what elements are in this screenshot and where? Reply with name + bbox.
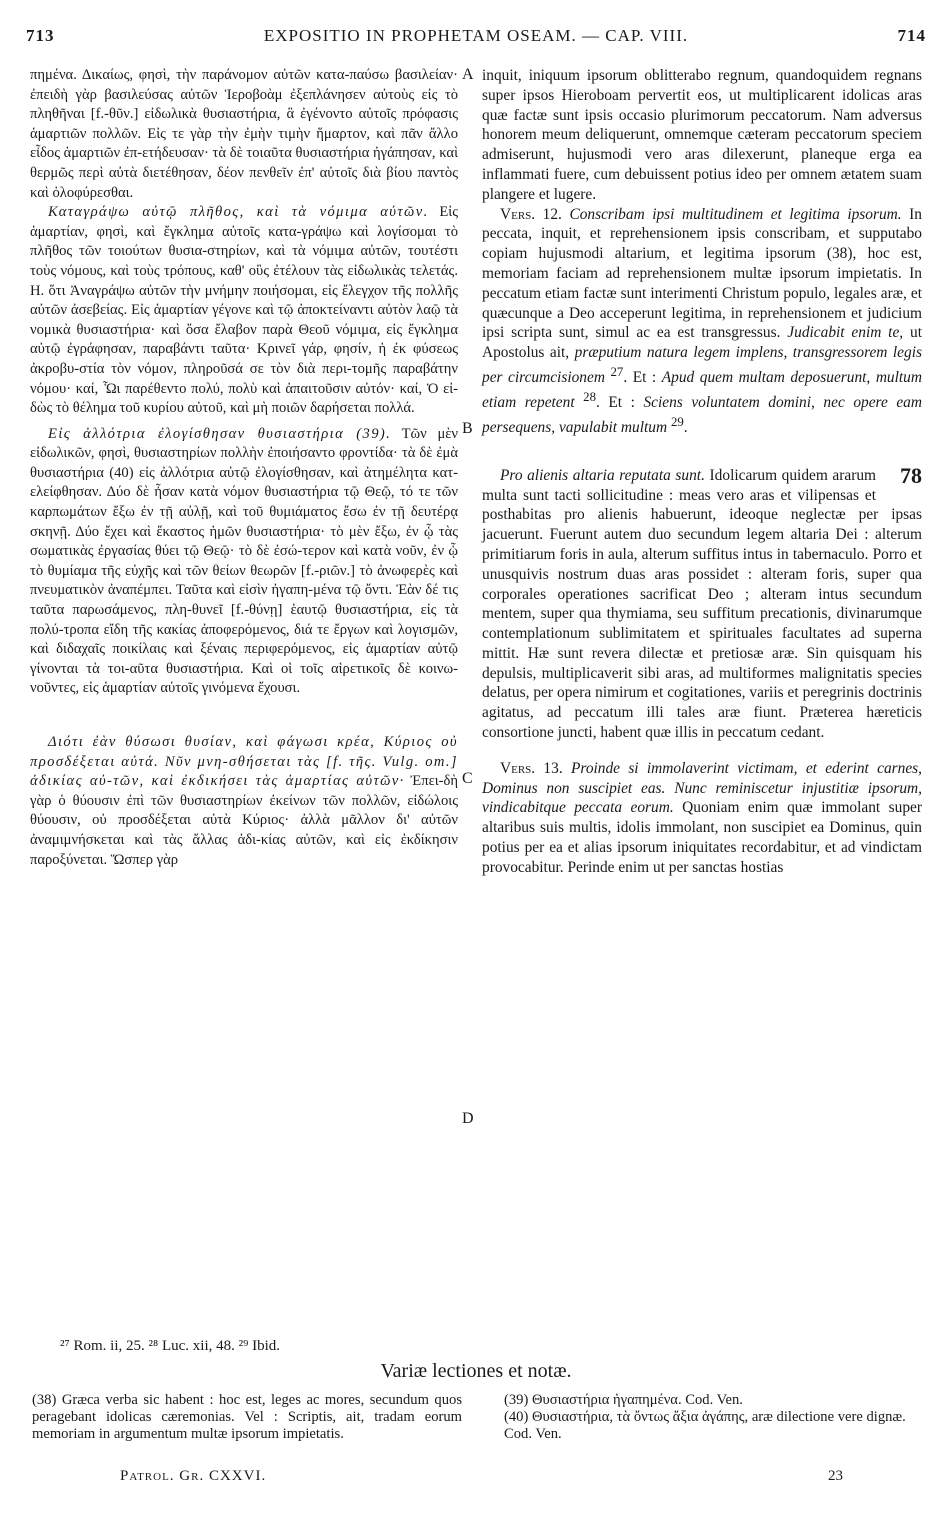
- column-number-78: 78: [900, 462, 922, 488]
- latin-quote-1: Judicabit enim te,: [787, 324, 904, 342]
- verse-label-12: Vers. 12.: [500, 205, 562, 223]
- footnote-ref-27: 27: [610, 364, 624, 379]
- note-38: (38) Græca verba sic habent : hoc est, leges ac mores, secundum quos peragebant idolicas cæremonias. Vel : Scriptis, ait, tradam eorum memoriam in argumentum multæ ipsorum impietatis.: [32, 1392, 462, 1442]
- latin-lemma-3: Pro alienis altaria reputata sunt.: [500, 466, 705, 484]
- patrologia-signature: Patrol. Gr. CXXVI.: [120, 1468, 267, 1484]
- page-number-left: 713: [26, 26, 55, 45]
- greek-paragraph-2: [30, 203, 458, 419]
- greek-lemma-3: Εἰς ἀλλότρια ἐλογίσθησαν θυσιαστήρια (39).: [48, 425, 392, 442]
- note-39: (39) Θυσιαστήρια ἠγαπημένα. Cod. Ven.: [504, 1392, 743, 1408]
- latin-quote-2: præputium natura legem implens, transgressorem legis per circumcisionem: [482, 344, 922, 387]
- sheet-number: 23: [828, 1468, 843, 1484]
- footnote-ref-28: 28: [583, 389, 596, 404]
- margin-letter-c: C: [462, 770, 473, 787]
- latin-text-2d: . Et :: [596, 394, 635, 411]
- latin-paragraph-4: [482, 759, 922, 878]
- margin-letter-b: B: [462, 420, 473, 437]
- margin-letter-d: D: [462, 1110, 474, 1127]
- latin-text-2b: ut Apostolus ait,: [482, 324, 922, 362]
- notes-title: Variæ lectiones et notæ.: [380, 1360, 572, 1382]
- greek-paragraph-4: [30, 733, 458, 870]
- latin-paragraph-3: [482, 462, 922, 743]
- latin-paragraph-1: inquit, iniquum ipsorum oblitterabo regnum, quandoquidem regnans super ipsos Hieroboam pervertit eos, ut multiplicarent idolicas aras quæ factæ sunt ipsis occasio plurimorum peccatorum. Nam adversus honorem meum deliquerunt, omnemque cæteram peccatorum speciem admiserunt, hujusmodi vero aras dilexerunt, planeque erga ea inflammati fuere, cum debuissent potius ideo per omnem ætatem suam plangere et lugere.: [482, 67, 922, 203]
- latin-text-3: Idolicarum quidem ararum multa sunt tacti sollicitudine : meas vero aras et vilipensas et posthabitas pro alienis habuerunt, ideoque neglectæ per ipsas jacuerunt. Fuerunt autem duo secundum legem altaria Dei : alterum primitiarum foris in aula, alterum suffitus intus in tabernaculo. Porro et unusquivis nostrum duas aras possidet : alteram foris, super qua corporales operationes sacrificat Deo ; alteram intus secundum mentem, super qua thymiama, seu suffitum precationis, divinarumque contemplationum sublimitatem et spirituales facultates ad superna mittit. Hæ sunt revera dilectæ et pretiosæ aræ. Sin quisquam his depulsis, multiplicaverit sibi aras, ad multiformes malignitatis species delatus, per opera nimirum et cogitationes, variis et peregrinis doctrinis agitatus, ad peccatum illi tales aræ fiunt. Præterea hæreticis consortione juncti, habent quæ illis in peccatum cedant.: [482, 466, 922, 742]
- notes-right: [504, 1392, 924, 1443]
- latin-text-2c: . Et :: [623, 369, 657, 387]
- latin-text-2a: In peccata, inquit, et reprehensionem ipsis conscribam, et supputabo copiam hujusmodi altarium, et legitima ipsorum (38), hoc est, memoriam faciam ad reprehensionem multæ ipsorum impietatis. In peccatum etiam factæ sunt interimenti Christum populo, legales aræ, et quæcunque a Deo acceperunt legitima, in reprehensionem et judicium ipsi scripta sunt, simul ac ea est transgressus.: [482, 205, 922, 342]
- latin-text-4: Quoniam enim quæ immolant super altaribus suis multis, idolis immolant, non suscipiet ea Dominus, quin potius per ea et alias ipsorum iniquitates recordabitur, et ad vindictam provocabitur. Perinde enim ut per sanctas hostias: [482, 799, 922, 876]
- latin-lemma-2: Conscribam ipsi multitudinem et legitima ipsorum.: [569, 205, 902, 223]
- greek-text-3: Τῶν μὲν εἰδωλικῶν, φησὶ, θυσιαστηρίων πολλὴν ἐποιήσαντο φροντίδα· τὰ δὲ ἐμὰ θυσιαστήρια (40) εἰς ἀλλότρια αὐτῷ ἐλογίσθησαν, καὶ ἀτημέλητα κατ-ελείφθησαν. Δύο δὲ ἦσαν κατὰ νόμον θυσιαστήρια τῷ Θεῷ, τό τε τῶν καρπωμάτων ἔξω ἐν τῇ αὐλῇ, καὶ τοῦ θυμιάματος ἔσω ἐν τῇ δευτέρᾳ σκηνῇ. Δύο ἔχει καὶ ἕκαστος ἡμῶν θυσιαστήρια· τὸ μὲν ἔξω, ἐν ᾧ τὰς σωματικὰς ἐργασίας θύει τῷ Θεῷ· τὸ δὲ ἐσώ-τερον καὶ κατὰ νοῦν, ἐν ᾧ τὸ θυμίαμα τῆς εὐχῆς καὶ τῶν θείων θεωρῶν [f.-ριῶν.] τὸ ἀνωφερὲς καὶ πνευματικὸν ἀναπέμπει. Ταῦτα καὶ εἰσὶν ἠγαπη-μένα τῷ ὄντι. Ἐὰν δέ τις ταῦτα παρωσάμενος, πλη-θυνεῖ [f.-θύνῃ] ἑαυτῷ θυσιαστήρια, εἰς τὰ πολύ-τροπα εἴδη τῆς κακίας ἀποφερόμενος, διά τε ἔργων καὶ λογισμῶν, καὶ διδαχαῖς ποικίλαις καὶ ξέναις περιφερόμενος, εἰς ἁμαρτίαν αὐτῷ γίνονται τὰ τοι-αῦτα θυσιαστήρια. Καὶ οἱ τοῖς αἱρετικοῖς δὲ κοινω-νοῦντες, εἰς ἁμαρτίαν αὐτοῖς γινόμενα ἔχουσι.: [30, 425, 458, 697]
- note-40: (40) Θυσιαστήρια, τὰ ὄντως ἄξια ἀγάπης, aræ dilectione vere dignæ. Cod. Ven.: [504, 1409, 906, 1442]
- latin-lemma-4: Proinde si immolaverint victimam, et ederint carnes, Dominus non suscipiet eas. Nunc reminiscetur injustitiæ ipsorum, vindicabitque peccata eorum.: [482, 759, 922, 817]
- greek-lemma-2: Καταγράψω αὐτῷ πλῆθος, καὶ τὰ νόμιμα αὐτῶν.: [48, 204, 429, 221]
- greek-paragraph-3: [30, 425, 458, 699]
- footnote-ref-29: 29: [670, 414, 684, 429]
- page-number-right: 714: [897, 26, 926, 45]
- greek-paragraph-1: πημένα. Δικαίως, φησὶ, τὴν παράνομον αὐτῶν κατα-παύσω βασιλείαν· ἐπειδὴ γὰρ βασιλεύσας αὐτῶν Ἱεροβοὰμ ἐξεπλάνησεν αὐτοὺς εἰς τὸ πληθῆναι [f.-θῦν.] εἰδωλικὰ θυσιαστήρια, ἃ ἐγένοντο αὐτοῖς πρόφασις ἁμαρτιῶν πολλῶν. Εἰς τε γὰρ τὴν ἐμὴν τιμὴν ἥμαρτον, καὶ πᾶν ἄλλο εἶδος ἁμαρτιῶν ἐπ-ετήδευσαν· τὰ δὲ τοιαῦτα θυσιαστήρια ἠγάπησαν, καὶ θερμῶς περὶ αὐτὰ διετέθησαν, δέον πενθεῖν ἐπ' αὐτοῖς διὰ βίου παντὸς καὶ ὀλοφύρεσθαι.: [30, 67, 458, 201]
- running-title: EXPOSITIO IN PROPHETAM OSEAM. — CAP. VIII.: [263, 26, 689, 45]
- greek-text-2: Εἰς ἁμαρτίαν, φησὶ, καὶ ἔγκλημα αὐτοῖς κατα-γράψω καὶ λογίσομαι τὸ πλῆθος τῶν τοιούτων θυσια-στηρίων, καὶ τὰ νόμιμα αὐτῶν, τουτέστι τοὺς νόμους, καὶ τοὺς τρόπους, καθ' οὓς ἐτέλουν τὰς εἰδωλικὰς τελετάς. Η. ὅτι Ἀναγράψω αὐτῶν τὴν μνήμην ποιήσομαι, εἰς ἔλεγχον τῆς πολλῆς αὐτῶν ἀσεβείας. Εἰς ἁμαρτίαν γέγονε καὶ τῷ ἀποκτείναντι αὐτὸν λαῷ τὰ νομικὰ θυσιαστήρια· καὶ ὅσα ἔλαβον παρὰ Θεοῦ νόμιμα, εἰς ἔγκλημα αὐτῷ ἐγράφησαν, παραβάντι ταῦτα· Κρινεῖ γάρ, φησίν, ἡ ἐκ φύσεως ἀκροβυ-στία τὸν νόμον, πληροῦσά σε τὸν διὰ περι-τομῆς παραβάτην νόμου· καί, Ὧι παρέθεντο πολύ, πολὺ καὶ ἀπαιτοῦσιν αὐτόν· καί, Ὁ εἰ-δὼς τὸ θέλημα τοῦ κυρίου αὐτοῦ, καὶ μὴ ποιῶν δαρήσεται πολλά.: [30, 204, 458, 417]
- latin-paragraph-2: Vers. 12. Conscribam ipsi multitudinem et legitima ipsorum. In peccata, inquit, et reprehensionem ipsis conscribam, et supputabo copiam hujusmodi altarium, et legitima ipsorum (38), hoc est, memoriam faciam ad reprehensionem multæ ipsorum impietatis. In peccatum etiam factæ sunt interimenti Christum populo, legales aræ, et quæcunque a Deo acceperunt legitima, in reprehensionem et judicium ipsi scripta sunt, simul ac ea est transgressus. Judicabit enim te, ut Apostolus ait, præputium natura legem implens, transgressorem legis per circumcisionem $^{27}$. Et : Apud quem multam deposuerunt, multum etiam repetent $^{28}$. Et : Sciens voluntatem domini, nec opere eam persequens, vapulabit multum $^{29}$.: [482, 205, 922, 436]
- verse-label-13: Vers. 13.: [500, 759, 563, 777]
- footnote-references: ²⁷ Rom. ii, 25. ²⁸ Luc. xii, 48. ²⁹ Ibid.: [60, 1338, 281, 1354]
- latin-column: [482, 66, 922, 878]
- greek-column: [30, 66, 458, 870]
- greek-lemma-4: Διότι ἐὰν θύσωσι θυσίαν, καὶ φάγωσι κρέα, Κύριος οὐ προσδέξεται αὐτά. Νῦν μνη-σθήσεται τὰς [f. τῆς. Vulg. om.] ἀδικίας αὐ-τῶν, καὶ ἐκδικήσει τὰς ἁμαρτίας αὐτῶν·: [30, 734, 458, 790]
- margin-letter-a: A: [462, 66, 474, 83]
- greek-text-4: Ἐπει-δὴ γὰρ ὁ θύουσιν ἐπὶ τῶν θυσιαστηρίων ἐκείνων τῶν πολλῶν, εἰδώλοις θύουσιν, οὐ προσδέξεται αὐτὰ Κύριος· ἀλλὰ μᾶλλον δι' αὐτῶν ἀναμιμνήσκεται καὶ τὰς ἄλλας ἀδι-κίας αὐτῶν, καὶ εἰς ἐκδίκησιν παροξύνεται. Ὥσπερ γὰρ: [30, 773, 458, 868]
- latin-quote-3: Apud quem multam deposuerunt, multum etiam repetent: [482, 369, 922, 411]
- running-header: [26, 18, 926, 54]
- latin-quote-4: Sciens voluntatem domini, nec opere eam persequens, vapulabit multum: [482, 394, 922, 436]
